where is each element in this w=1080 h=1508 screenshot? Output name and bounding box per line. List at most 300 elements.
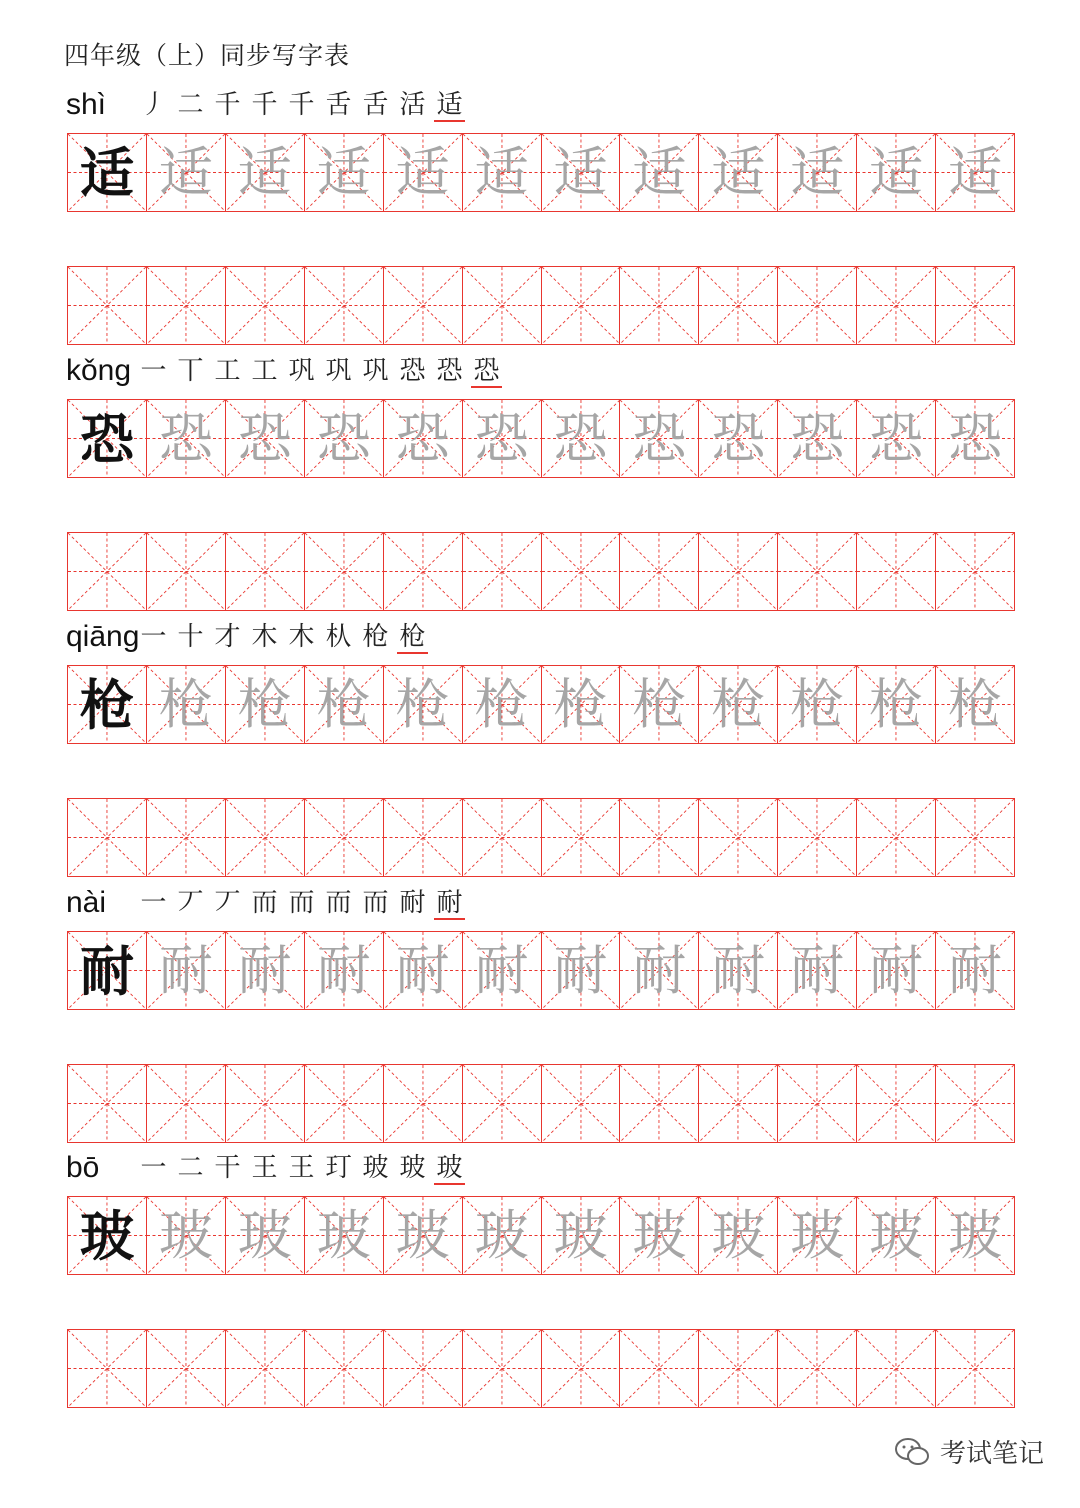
blank-grid xyxy=(67,1329,1015,1408)
grid-guides xyxy=(857,1330,935,1407)
trace-cell xyxy=(384,666,463,743)
grid-guides xyxy=(620,1330,698,1407)
trace-char: 玻 xyxy=(316,1203,371,1267)
trace-char: 适 xyxy=(553,140,608,204)
blank-cell[interactable] xyxy=(778,1330,857,1407)
stroke-step: 巩 xyxy=(325,356,352,386)
trace-char: 恐 xyxy=(316,406,371,470)
trace-cell xyxy=(857,666,936,743)
blank-cell[interactable] xyxy=(542,1065,621,1142)
trace-char: 玻 xyxy=(237,1203,292,1267)
trace-cell xyxy=(226,1197,305,1274)
blank-cell[interactable] xyxy=(384,1065,463,1142)
stroke-order xyxy=(138,82,465,122)
stroke-step: 才 xyxy=(214,622,241,652)
grid-guides xyxy=(147,267,225,344)
blank-cell[interactable] xyxy=(620,1330,699,1407)
blank-cell[interactable] xyxy=(936,533,1014,610)
stroke-step: 适 xyxy=(434,90,465,122)
blank-cell[interactable] xyxy=(305,533,384,610)
grid-guides xyxy=(620,799,698,876)
stroke-step: 巩 xyxy=(288,356,315,386)
tracing-grid xyxy=(67,931,1015,1010)
stroke-step: 巩 xyxy=(362,356,389,386)
trace-char: 耐 xyxy=(553,938,608,1002)
blank-cell[interactable] xyxy=(542,533,621,610)
trace-cell xyxy=(620,932,699,1009)
trace-char: 枪 xyxy=(474,672,529,736)
grid-guides xyxy=(620,267,698,344)
grid-guides xyxy=(147,533,225,610)
blank-cell[interactable] xyxy=(620,267,699,344)
stroke-step: 干 xyxy=(214,1153,241,1183)
grid-guides xyxy=(226,799,304,876)
stroke-step: 而 xyxy=(288,888,315,918)
stroke-step: 朲 xyxy=(325,622,352,652)
grid-guides xyxy=(463,799,541,876)
trace-char: 恐 xyxy=(790,406,845,470)
trace-cell xyxy=(463,134,542,211)
page-title: 四年级（上）同步写字表 xyxy=(64,41,351,70)
blank-grid xyxy=(67,1064,1015,1143)
blank-cell[interactable] xyxy=(463,533,542,610)
trace-cell xyxy=(620,400,699,477)
stroke-step: 千 xyxy=(251,90,278,120)
blank-cell[interactable] xyxy=(857,533,936,610)
trace-cell xyxy=(226,666,305,743)
trace-char: 恐 xyxy=(158,406,213,470)
trace-char: 恐 xyxy=(632,406,687,470)
stroke-step: 丆 xyxy=(177,888,204,918)
grid-guides xyxy=(857,533,935,610)
stroke-step: 玎 xyxy=(325,1153,352,1183)
blank-cell[interactable] xyxy=(699,1065,778,1142)
blank-cell[interactable] xyxy=(226,799,305,876)
tracing-grid xyxy=(67,133,1015,212)
blank-cell[interactable] xyxy=(699,533,778,610)
trace-cell xyxy=(936,666,1014,743)
trace-cell xyxy=(463,932,542,1009)
trace-cell xyxy=(147,932,226,1009)
grid-guides xyxy=(226,1330,304,1407)
blank-cell[interactable] xyxy=(68,1330,147,1407)
stroke-step: 玻 xyxy=(362,1153,389,1183)
grid-guides xyxy=(699,1330,777,1407)
grid-guides xyxy=(620,533,698,610)
trace-char: 耐 xyxy=(474,938,529,1002)
blank-cell[interactable] xyxy=(384,267,463,344)
blank-cell[interactable] xyxy=(384,533,463,610)
trace-char: 恐 xyxy=(553,406,608,470)
grid-guides xyxy=(936,1065,1014,1142)
pinyin-label: shì xyxy=(66,88,107,121)
trace-cell xyxy=(778,666,857,743)
grid-guides xyxy=(857,799,935,876)
trace-char: 枪 xyxy=(869,672,924,736)
stroke-order xyxy=(138,1145,465,1185)
trace-char: 玻 xyxy=(553,1203,608,1267)
trace-cell xyxy=(542,932,621,1009)
blank-cell[interactable] xyxy=(857,799,936,876)
grid-guides xyxy=(226,267,304,344)
blank-cell[interactable] xyxy=(68,267,147,344)
trace-cell xyxy=(620,134,699,211)
grid-guides xyxy=(778,799,856,876)
stroke-step: 活 xyxy=(399,90,426,120)
trace-cell xyxy=(226,400,305,477)
stroke-step: 千 xyxy=(214,90,241,120)
trace-cell xyxy=(857,134,936,211)
grid-guides xyxy=(384,533,462,610)
grid-guides xyxy=(463,267,541,344)
stroke-step: 而 xyxy=(325,888,352,918)
grid-guides xyxy=(384,267,462,344)
blank-cell[interactable] xyxy=(778,267,857,344)
trace-char: 玻 xyxy=(948,1203,1003,1267)
grid-guides xyxy=(68,1065,146,1142)
blank-cell[interactable] xyxy=(699,267,778,344)
trace-char: 枪 xyxy=(158,672,213,736)
trace-cell xyxy=(620,1197,699,1274)
trace-cell xyxy=(936,134,1014,211)
trace-cell xyxy=(384,932,463,1009)
stroke-step: 舌 xyxy=(362,90,389,120)
blank-cell[interactable] xyxy=(68,1065,147,1142)
tracing-grid xyxy=(67,665,1015,744)
trace-cell xyxy=(384,400,463,477)
trace-char: 适 xyxy=(632,140,687,204)
trace-cell xyxy=(936,932,1014,1009)
stroke-step: 而 xyxy=(362,888,389,918)
blank-cell[interactable] xyxy=(384,1330,463,1407)
blank-cell[interactable] xyxy=(305,267,384,344)
trace-char: 耐 xyxy=(316,938,371,1002)
tracing-grid xyxy=(67,1196,1015,1275)
trace-cell xyxy=(463,1197,542,1274)
blank-cell[interactable] xyxy=(936,1330,1014,1407)
stroke-step: 耐 xyxy=(434,888,465,920)
trace-char: 恐 xyxy=(237,406,292,470)
trace-char: 枪 xyxy=(553,672,608,736)
trace-char: 适 xyxy=(316,140,371,204)
blank-cell[interactable] xyxy=(305,1330,384,1407)
trace-cell xyxy=(384,134,463,211)
grid-guides xyxy=(68,267,146,344)
blank-cell[interactable] xyxy=(463,1330,542,1407)
model-char: 枪 xyxy=(79,672,134,737)
blank-cell[interactable] xyxy=(620,799,699,876)
trace-cell xyxy=(542,400,621,477)
pinyin-label: qiāng xyxy=(66,620,140,653)
blank-cell[interactable] xyxy=(699,1330,778,1407)
grid-guides xyxy=(463,1330,541,1407)
blank-cell[interactable] xyxy=(463,799,542,876)
trace-cell xyxy=(147,1197,226,1274)
grid-guides xyxy=(936,799,1014,876)
blank-cell[interactable] xyxy=(463,1065,542,1142)
trace-char: 玻 xyxy=(869,1203,924,1267)
grid-guides xyxy=(936,1330,1014,1407)
model-cell xyxy=(68,134,147,211)
grid-guides xyxy=(620,1065,698,1142)
grid-guides xyxy=(463,1065,541,1142)
trace-char: 耐 xyxy=(395,938,450,1002)
grid-guides xyxy=(542,533,620,610)
blank-cell[interactable] xyxy=(226,1330,305,1407)
trace-cell xyxy=(305,1197,384,1274)
stroke-step: 玻 xyxy=(434,1153,465,1185)
trace-char: 耐 xyxy=(632,938,687,1002)
model-cell xyxy=(68,1197,147,1274)
grid-guides xyxy=(778,1330,856,1407)
stroke-order xyxy=(138,614,428,654)
blank-cell[interactable] xyxy=(305,799,384,876)
trace-cell xyxy=(147,666,226,743)
blank-cell[interactable] xyxy=(778,1065,857,1142)
model-char: 耐 xyxy=(79,938,134,1003)
grid-guides xyxy=(778,1065,856,1142)
grid-guides xyxy=(463,533,541,610)
blank-cell[interactable] xyxy=(147,267,226,344)
trace-char: 适 xyxy=(948,140,1003,204)
trace-cell xyxy=(857,1197,936,1274)
grid-guides xyxy=(936,533,1014,610)
trace-char: 恐 xyxy=(948,406,1003,470)
blank-cell[interactable] xyxy=(542,799,621,876)
grid-guides xyxy=(699,267,777,344)
blank-cell[interactable] xyxy=(857,1330,936,1407)
trace-char: 适 xyxy=(869,140,924,204)
grid-guides xyxy=(542,1065,620,1142)
trace-char: 耐 xyxy=(237,938,292,1002)
grid-guides xyxy=(226,533,304,610)
trace-char: 适 xyxy=(474,140,529,204)
stroke-step: 丅 xyxy=(177,356,204,386)
blank-cell[interactable] xyxy=(147,533,226,610)
stroke-order xyxy=(138,880,465,920)
blank-cell[interactable] xyxy=(778,799,857,876)
trace-cell xyxy=(226,134,305,211)
trace-cell xyxy=(305,134,384,211)
trace-cell xyxy=(463,666,542,743)
blank-cell[interactable] xyxy=(542,267,621,344)
trace-cell xyxy=(699,1197,778,1274)
stroke-step: 恐 xyxy=(399,356,426,386)
blank-cell[interactable] xyxy=(226,533,305,610)
blank-cell[interactable] xyxy=(226,267,305,344)
blank-cell[interactable] xyxy=(147,1330,226,1407)
stroke-step: 枪 xyxy=(397,622,428,654)
trace-char: 枪 xyxy=(316,672,371,736)
trace-char: 枪 xyxy=(711,672,766,736)
trace-cell xyxy=(542,666,621,743)
grid-guides xyxy=(305,533,383,610)
stroke-step: 玻 xyxy=(399,1153,426,1183)
trace-cell xyxy=(699,134,778,211)
grid-guides xyxy=(699,799,777,876)
wechat-icon xyxy=(894,1437,930,1467)
trace-cell xyxy=(699,666,778,743)
blank-grid xyxy=(67,532,1015,611)
blank-cell[interactable] xyxy=(68,799,147,876)
trace-char: 枪 xyxy=(790,672,845,736)
stroke-step: 舌 xyxy=(325,90,352,120)
grid-guides xyxy=(384,1330,462,1407)
stroke-step: 二 xyxy=(177,1153,204,1183)
trace-char: 适 xyxy=(158,140,213,204)
trace-char: 枪 xyxy=(632,672,687,736)
blank-cell[interactable] xyxy=(620,1065,699,1142)
trace-cell xyxy=(147,134,226,211)
trace-char: 恐 xyxy=(474,406,529,470)
stroke-step: 木 xyxy=(251,622,278,652)
trace-cell xyxy=(778,932,857,1009)
model-cell xyxy=(68,932,147,1009)
grid-guides xyxy=(147,1330,225,1407)
grid-guides xyxy=(778,533,856,610)
blank-cell[interactable] xyxy=(542,1330,621,1407)
trace-cell xyxy=(226,932,305,1009)
grid-guides xyxy=(305,1065,383,1142)
trace-char: 玻 xyxy=(158,1203,213,1267)
trace-cell xyxy=(305,666,384,743)
trace-char: 耐 xyxy=(711,938,766,1002)
stroke-step: 王 xyxy=(288,1153,315,1183)
trace-char: 玻 xyxy=(474,1203,529,1267)
grid-guides xyxy=(857,1065,935,1142)
model-cell xyxy=(68,400,147,477)
trace-char: 耐 xyxy=(869,938,924,1002)
trace-cell xyxy=(305,400,384,477)
grid-guides xyxy=(68,533,146,610)
grid-guides xyxy=(857,267,935,344)
pinyin-label: nài xyxy=(66,886,107,919)
grid-guides xyxy=(778,267,856,344)
blank-cell[interactable] xyxy=(68,533,147,610)
blank-grid xyxy=(67,266,1015,345)
grid-guides xyxy=(226,1065,304,1142)
blank-cell[interactable] xyxy=(699,799,778,876)
blank-grid xyxy=(67,798,1015,877)
trace-cell xyxy=(857,400,936,477)
trace-char: 恐 xyxy=(711,406,766,470)
grid-guides xyxy=(384,1065,462,1142)
stroke-step: 枪 xyxy=(362,622,389,652)
trace-cell xyxy=(542,1197,621,1274)
grid-guides xyxy=(542,799,620,876)
trace-char: 适 xyxy=(237,140,292,204)
stroke-step: 丿 xyxy=(140,90,167,120)
stroke-step: 王 xyxy=(251,1153,278,1183)
pinyin-label: kǒng xyxy=(66,354,132,387)
blank-cell[interactable] xyxy=(226,1065,305,1142)
stroke-step: 十 xyxy=(177,622,204,652)
blank-cell[interactable] xyxy=(936,1065,1014,1142)
blank-cell[interactable] xyxy=(384,799,463,876)
stroke-step: 千 xyxy=(288,90,315,120)
grid-guides xyxy=(305,799,383,876)
stroke-step: 一 xyxy=(140,1153,167,1183)
stroke-step: 一 xyxy=(140,356,167,386)
trace-cell xyxy=(542,134,621,211)
blank-cell[interactable] xyxy=(778,533,857,610)
trace-char: 耐 xyxy=(948,938,1003,1002)
trace-cell xyxy=(778,400,857,477)
trace-char: 玻 xyxy=(395,1203,450,1267)
trace-cell xyxy=(384,1197,463,1274)
grid-guides xyxy=(147,799,225,876)
blank-cell[interactable] xyxy=(857,1065,936,1142)
grid-guides xyxy=(542,267,620,344)
stroke-step: 耐 xyxy=(399,888,426,918)
stroke-step: 一 xyxy=(140,888,167,918)
trace-char: 适 xyxy=(790,140,845,204)
tracing-grid xyxy=(67,399,1015,478)
trace-char: 耐 xyxy=(158,938,213,1002)
stroke-step: 二 xyxy=(177,90,204,120)
trace-cell xyxy=(699,400,778,477)
blank-cell[interactable] xyxy=(463,267,542,344)
trace-cell xyxy=(936,400,1014,477)
stroke-step: 木 xyxy=(288,622,315,652)
blank-cell[interactable] xyxy=(305,1065,384,1142)
blank-cell[interactable] xyxy=(147,799,226,876)
trace-cell xyxy=(778,134,857,211)
pinyin-label: bō xyxy=(66,1151,100,1184)
watermark-text: 考试笔记 xyxy=(939,1439,1044,1469)
blank-cell[interactable] xyxy=(620,533,699,610)
blank-cell[interactable] xyxy=(936,267,1014,344)
trace-char: 枪 xyxy=(395,672,450,736)
stroke-step: 而 xyxy=(251,888,278,918)
trace-char: 恐 xyxy=(869,406,924,470)
grid-guides xyxy=(699,533,777,610)
trace-cell xyxy=(147,400,226,477)
grid-guides xyxy=(305,1330,383,1407)
stroke-step: 工 xyxy=(251,356,278,386)
stroke-step: 一 xyxy=(140,622,167,652)
trace-char: 恐 xyxy=(395,406,450,470)
blank-cell[interactable] xyxy=(857,267,936,344)
blank-cell[interactable] xyxy=(936,799,1014,876)
trace-cell xyxy=(936,1197,1014,1274)
trace-char: 耐 xyxy=(790,938,845,1002)
model-char: 玻 xyxy=(79,1203,134,1268)
grid-guides xyxy=(147,1065,225,1142)
trace-cell xyxy=(778,1197,857,1274)
trace-char: 玻 xyxy=(711,1203,766,1267)
model-char: 适 xyxy=(79,140,134,205)
grid-guides xyxy=(699,1065,777,1142)
trace-char: 枪 xyxy=(237,672,292,736)
trace-char: 适 xyxy=(395,140,450,204)
trace-char: 玻 xyxy=(632,1203,687,1267)
stroke-order xyxy=(138,348,502,388)
trace-cell xyxy=(463,400,542,477)
model-char: 恐 xyxy=(79,406,134,471)
blank-cell[interactable] xyxy=(147,1065,226,1142)
trace-cell xyxy=(699,932,778,1009)
trace-char: 适 xyxy=(711,140,766,204)
trace-cell xyxy=(620,666,699,743)
grid-guides xyxy=(68,1330,146,1407)
stroke-step: 恐 xyxy=(436,356,463,386)
trace-char: 玻 xyxy=(790,1203,845,1267)
model-cell xyxy=(68,666,147,743)
stroke-step: 恐 xyxy=(471,356,502,388)
trace-cell xyxy=(857,932,936,1009)
watermark xyxy=(894,1433,1044,1470)
